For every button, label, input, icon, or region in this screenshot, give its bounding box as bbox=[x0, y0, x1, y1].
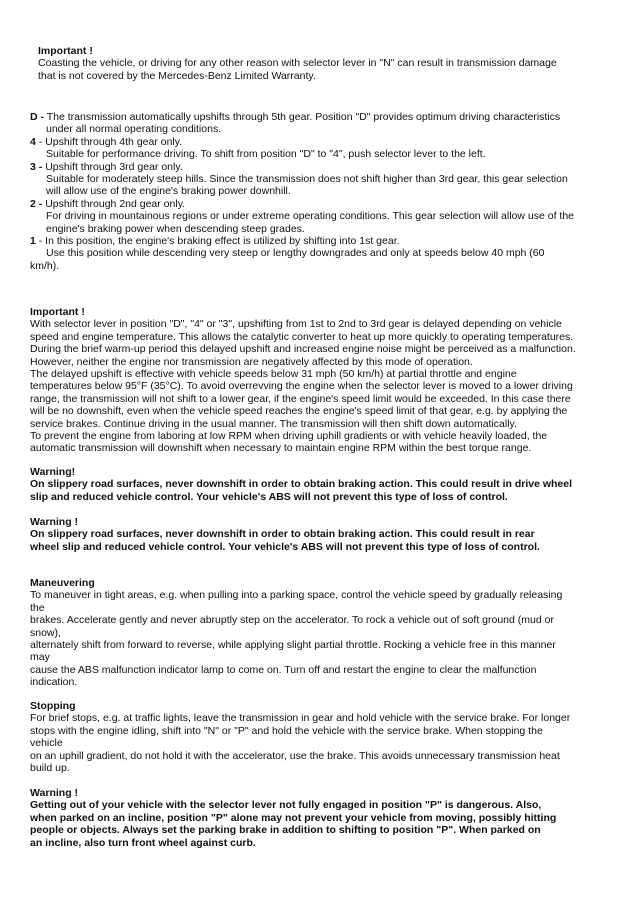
section-heading: Stopping bbox=[30, 700, 76, 712]
text-line: With selector lever in position "D", "4" or "3", upshifting from 1st to 2nd to 3rd gear is delayed depending on vehicle bbox=[30, 318, 562, 331]
text-line: For driving in mountainous regions or under extreme operating conditions. This gear selection will allow use of the bbox=[46, 210, 575, 223]
important-heading: Important ! bbox=[38, 45, 93, 57]
text-line: Coasting the vehicle, or driving for any other reason with selector lever in "N" can result in transmission damage bbox=[38, 57, 557, 70]
text-line: temperatures below 95°F (35°C). To avoid overrevving the engine when the selector lever is moved to a lower driving bbox=[30, 380, 573, 393]
text-line: an incline, also turn front wheel against curb. bbox=[30, 836, 256, 849]
text-line: To maneuver in tight areas, e.g. when pulling into a parking space, control the vehicle speed by gradually releasing bbox=[30, 589, 563, 602]
section-heading: Maneuvering bbox=[30, 577, 95, 589]
text-line: alternately shift from forward to reverse, while applying slight partial throttle. Rocking a vehicle free in this manner bbox=[30, 639, 556, 652]
text-line: speed and engine temperature. This allows the catalytic converter to heat up more quickly to operating temperatures. bbox=[30, 330, 574, 343]
stopping-section bbox=[30, 700, 590, 774]
gear-positions-list bbox=[30, 111, 590, 272]
text-line: will allow use of the engine's braking power downhill. bbox=[46, 185, 291, 198]
text-line: build up. bbox=[30, 762, 70, 775]
text-line: Suitable for moderately steep hills. Since the transmission does not shift higher than 3rd gear, this gear selection bbox=[46, 173, 568, 186]
text-line: when parked on an incline, position "P" alone may not prevent your vehicle from moving, possibly hitting bbox=[30, 811, 557, 824]
text-line: under all normal operating conditions. bbox=[46, 123, 222, 136]
text-line: However, neither the engine nor transmission are negatively affected by this mode of operation. bbox=[30, 355, 473, 368]
warning-heading: Warning ! bbox=[30, 516, 79, 528]
warning-heading: Warning! bbox=[30, 466, 76, 478]
warning-heading: Warning ! bbox=[30, 787, 79, 799]
text-line: The delayed upshift is effective with vehicle speeds below 31 mph (50 km/h) at partial throttle and engine bbox=[30, 368, 517, 381]
gear-d-line: D - The transmission automatically upshifts through 5th gear. Position "D" provides optimum driving characteristics bbox=[30, 111, 561, 123]
text-line: on an uphill gradient, do not hold it with the accelerator, use the brake. This avoids unnecessary transmission heat bbox=[30, 749, 560, 762]
text-line: slip and reduced vehicle control. Your vehicle's ABS will not prevent this type of loss of control. bbox=[30, 490, 508, 503]
text-line: indication. bbox=[30, 676, 78, 689]
text-line: vehicle bbox=[30, 737, 63, 750]
text-line: Getting out of your vehicle with the selector lever not fully engaged in position "P" is dangerous. Also, bbox=[30, 799, 542, 812]
text-line: may bbox=[30, 651, 50, 664]
text-line: km/h). bbox=[30, 259, 60, 272]
text-line: automatic transmission will downshift when necessary to maintain engine RPM within the best torque range. bbox=[30, 442, 532, 455]
gear-3-line: 3 - Upshift through 3rd gear only. bbox=[30, 160, 183, 173]
gear-2-line: 2 - Upshift through 2nd gear only. bbox=[30, 197, 186, 210]
text-line: will be no downshift, even when the vehicle speed reaches the engine's speed limit of that gear, e.g. by applying the bbox=[30, 405, 568, 418]
text-line: cause the ABS malfunction indicator lamp to come on. Turn off and restart the engine to clear the malfunction bbox=[30, 663, 537, 676]
text-line: the bbox=[30, 601, 45, 614]
warning-rear-wheel-slip bbox=[30, 516, 590, 553]
text-line: brakes. Accelerate gently and never abruptly step on the accelerator. To rock a vehicle out of soft ground (mud or bbox=[30, 614, 554, 627]
text-line: service brakes. Continue driving in the usual manner. The transmission will then shift down automatically. bbox=[30, 417, 517, 430]
text-line: Use this position while descending very steep or lengthy downgrades and only at speeds below 40 mph (60 bbox=[46, 247, 545, 260]
text-line: engine's braking power when descending steep grades. bbox=[46, 222, 305, 235]
text-line: snow), bbox=[30, 626, 61, 639]
important-heading: Important ! bbox=[30, 306, 85, 318]
warning-drive-wheel-slip bbox=[30, 466, 590, 503]
text-line: On slippery road surfaces, never downshift in order to obtain braking action. This could result in drive wheel bbox=[30, 478, 573, 491]
text-line: that is not covered by the Mercedes-Benz Limited Warranty. bbox=[38, 69, 316, 82]
text-line: wheel slip and reduced vehicle control. Your vehicle's ABS will not prevent this type of loss of control. bbox=[30, 540, 540, 553]
text-line: On slippery road surfaces, never downshift in order to obtain braking action. This could result in rear bbox=[30, 528, 535, 541]
text-line: For brief stops, e.g. at traffic lights, leave the transmission in gear and hold vehicle with the service brake. For longer bbox=[30, 712, 571, 725]
text-line: range, the transmission will not shift to a lower gear, if the engine's speed limit would be exceeded. In this case there bbox=[30, 392, 571, 405]
important-delayed-upshift bbox=[30, 306, 590, 455]
text-line: To prevent the engine from laboring at low RPM when driving uphill gradients or with vehicle heavily loaded, the bbox=[30, 430, 548, 443]
text-line: Suitable for performance driving. To shift from position "D" to "4", push selector lever to the left. bbox=[46, 148, 486, 161]
text-line: people or objects. Always set the parking brake in addition to shifting to position "P". When parked on bbox=[30, 824, 541, 837]
text-line: During the brief warm-up period this delayed upshift and increased engine noise might be perceived as a malfunction. bbox=[30, 343, 576, 356]
maneuvering-section bbox=[30, 577, 590, 689]
important-coasting-notice bbox=[38, 45, 598, 82]
warning-parking bbox=[30, 787, 590, 849]
gear-1-line: 1 - In this position, the engine's braking effect is utilized by shifting into 1st gear. bbox=[30, 235, 400, 248]
text-line: stops with the engine idling, shift into "N" or "P" and hold the vehicle with the service brake. When stopping the bbox=[30, 724, 543, 737]
gear-4-line: 4 - Upshift through 4th gear only. bbox=[30, 135, 183, 148]
